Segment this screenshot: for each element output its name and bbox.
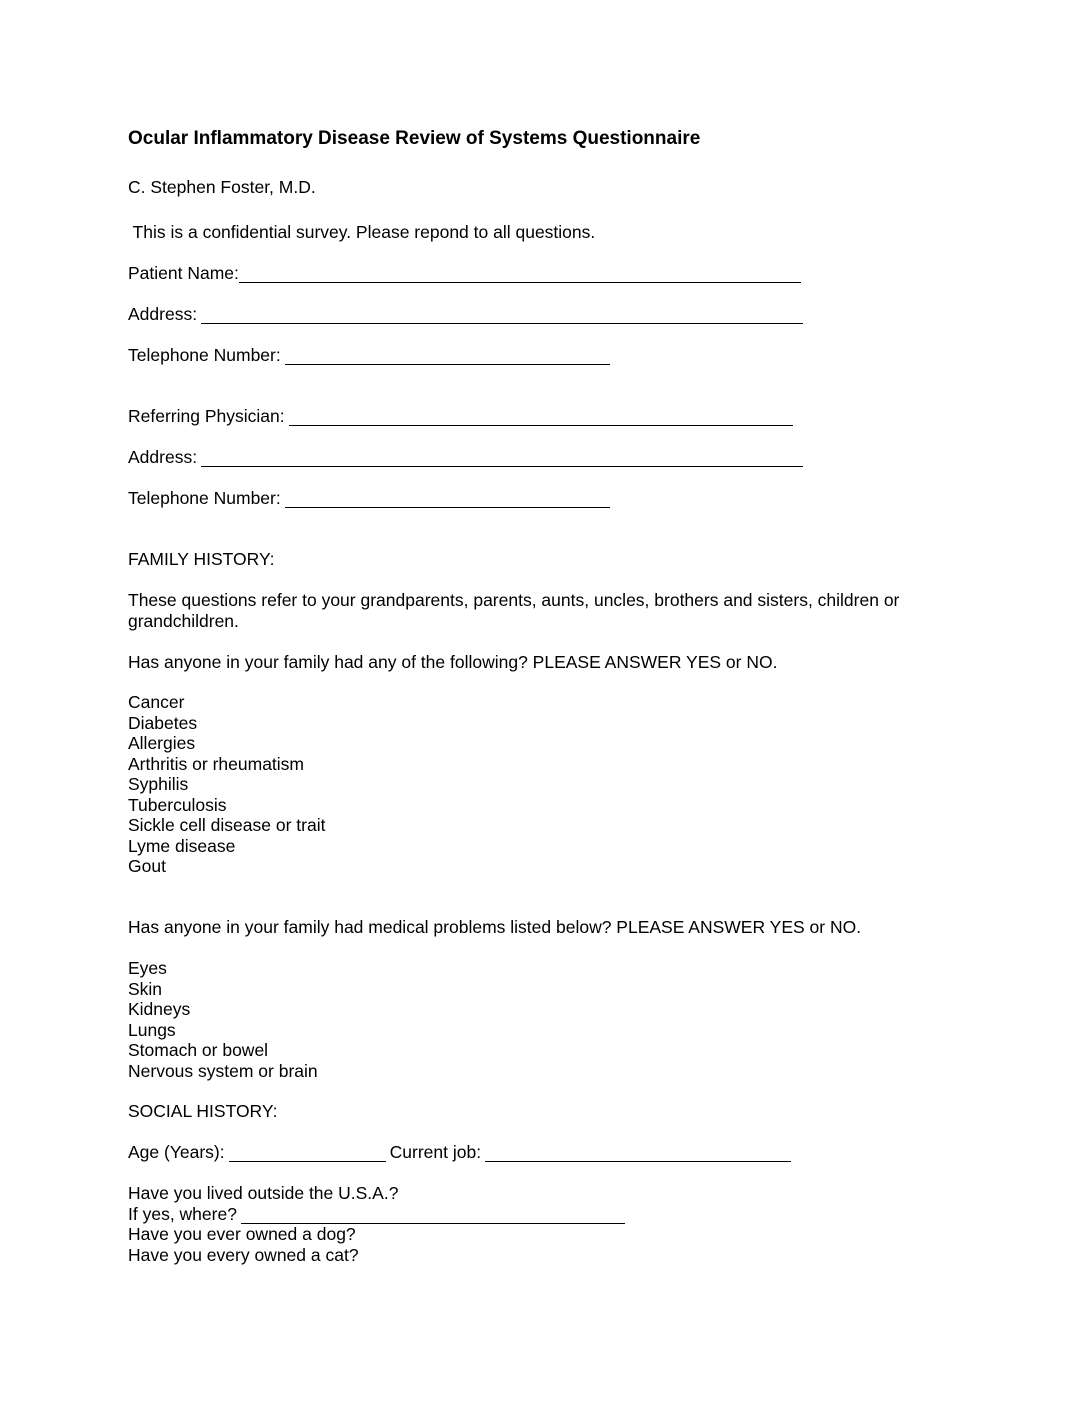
list-item: Allergies — [128, 733, 196, 753]
family-history-description: These questions refer to your grandparents, parents, aunts, uncles, brothers and sisters, children or grandchildren. — [128, 590, 900, 631]
patient-address-label: Address: — [128, 304, 198, 324]
family-history-heading: FAMILY HISTORY: — [128, 549, 275, 569]
physician-name-field[interactable] — [289, 407, 793, 426]
age-field[interactable] — [229, 1143, 386, 1162]
list-item: Skin — [128, 978, 163, 999]
physician-phone-field[interactable] — [285, 489, 610, 508]
dog-question: Have you ever owned a dog? — [128, 1224, 356, 1244]
physician-address-row — [128, 447, 803, 467]
document-title: Ocular Inflammatory Disease Review of Systems Questionnaire — [128, 128, 701, 149]
patient-phone-label: Telephone Number: — [128, 345, 281, 365]
family-conditions-list-2 — [128, 958, 318, 1081]
patient-name-field[interactable] — [239, 264, 801, 283]
physician-name-label: Referring Physician: — [128, 406, 285, 426]
family-conditions-list-1 — [128, 692, 325, 877]
physician-address-field[interactable] — [201, 448, 803, 467]
family-question-1: Has anyone in your family had any of the following? PLEASE ANSWER YES or NO. — [128, 652, 778, 672]
patient-phone-row — [128, 345, 610, 365]
patient-address-field[interactable] — [201, 305, 803, 324]
if-yes-field[interactable] — [241, 1205, 625, 1224]
job-field[interactable] — [485, 1143, 791, 1162]
list-item: Sickle cell disease or trait — [128, 815, 326, 835]
list-item: Tuberculosis — [128, 794, 227, 815]
patient-name-label: Patient Name: — [128, 263, 239, 283]
list-item: Stomach or bowel — [128, 1040, 269, 1060]
physician-phone-row — [128, 488, 610, 508]
physician-address-label: Address: — [128, 447, 198, 467]
list-item: Kidneys — [128, 999, 191, 1019]
list-item: Arthritis or rheumatism — [128, 753, 305, 774]
list-item: Lungs — [128, 1019, 176, 1040]
age-job-row — [128, 1142, 791, 1162]
list-item: Gout — [128, 856, 166, 876]
cat-question: Have you every owned a cat? — [128, 1245, 359, 1265]
social-history-heading: SOCIAL HISTORY: — [128, 1101, 278, 1121]
list-item: Eyes — [128, 958, 167, 978]
patient-phone-field[interactable] — [285, 346, 610, 365]
job-label: Current job: — [389, 1142, 482, 1162]
lived-outside-question: Have you lived outside the U.S.A.? — [128, 1183, 399, 1203]
physician-phone-label: Telephone Number: — [128, 488, 281, 508]
list-item: Nervous system or brain — [128, 1060, 318, 1081]
list-item: Cancer — [128, 692, 185, 712]
physician-name-row — [128, 406, 793, 426]
if-yes-row — [128, 1204, 625, 1224]
patient-address-row — [128, 304, 803, 324]
age-label: Age (Years): — [128, 1142, 225, 1162]
list-item: Lyme disease — [128, 835, 236, 856]
patient-name-row — [128, 263, 801, 283]
intro-text: This is a confidential survey. Please repond to all questions. — [128, 222, 596, 242]
list-item: Diabetes — [128, 712, 198, 733]
family-question-2: Has anyone in your family had medical problems listed below? PLEASE ANSWER YES or NO. — [128, 917, 862, 937]
if-yes-label: If yes, where? — [128, 1204, 237, 1224]
author-name: C. Stephen Foster, M.D. — [128, 177, 316, 197]
list-item: Syphilis — [128, 774, 189, 794]
